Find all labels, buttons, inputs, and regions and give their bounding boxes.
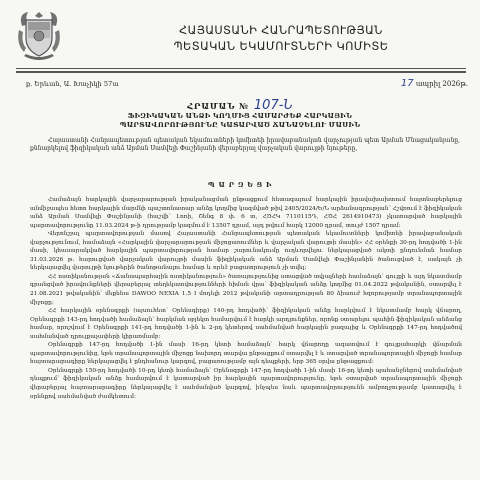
agency-name-heading: ՊԵՏԱԿԱՆ ԵԿԱՄՈՒՏՆԵՐԻ ԿՈՄԻՏԵ: [173, 40, 389, 53]
decision-heading: Պ Ա Ր Զ Ե Ց Ի: [207, 181, 273, 189]
handwritten-order-number: 107-Ն: [253, 98, 293, 113]
order-subject-line-2: ՊԱՐՏԱՎՈՐՈՒԹՅՈՒՆԸ ԿԱՏԱՐՎԱԾ ՃԱՆԱՉԵԼՈՒ ՄԱՍԻՆ: [119, 121, 361, 129]
body-paragraph: Օրենսգրքի 150-րդ հոդվածի 10-րդ կետի համաձայն՝ Օրենսգրքի 147-րդ հոդվածի 1-ին մասի 16-րդ կետի պահանջներով սահմանված դեպքում՝ ֆիզիկական անձը համարվում է կատարված իր հարկային պարտավորությունը, եթե օտարված տրանսպորտային միջոցի վերաբերյալ հայտարարագիրը ներկայացվել է սահմանված կարգով, ինչպես նաև պարտավորությունն ամբողջությամբ կատարվել է օրենքով սահմանված ժամկետում:: [30, 367, 462, 400]
order-body: [30, 196, 462, 401]
preamble-paragraph: Հայաստանի Հանրապետության պետական եկամուտների կոմիտեի իրավաբանական վարչության պետ Արման Մնացականյանը, քննարկելով ֆիզիկական անձ Արման Սամվելի Փաշինյանի վերաբերյալ վարչական վարույթի նյութերը,: [30, 137, 460, 153]
body-paragraph: ՀՀ ոստիկանության «Ճանապարհային ոստիկանություն» ծառայությունից ստացված տվյալների համաձայն՝ գույքի և այդ նկատմամբ գրանցված իրավունքների վերաբերյալ տեղեկատվությունների հիման վրա՝ ֆիզիկական անձը կողմից 01.04.2022 թվականին, օտարվել է 21.08.2021 թվականին՝ մեքենա DAWOO NEXIA 1.5 I մոդելի 2012 թվականի արտադրության 80 ձիաուժ հզորությամբ տրանսպորտային միջոցը:: [30, 273, 462, 306]
body-paragraph: Օրենսգրքի 147-րդ հոդվածի 1-ին մասի 16-րդ կետի համաձայն՝ հարկ վճարողը ազատվում է գույքահարկի վճարման պարտավորությունից, եթե տրանսպորտային միջոցը նախորդ տարվա ընթացքում օտարվել է և օտարված տրանսպորտային միջոցի համար հայտարարագիրը ներկայացվել է ընդհանուր կարգով, բացառությամբ այն դեպքերի, երբ 365 օրվա ընթացքում:: [30, 342, 462, 366]
order-subject-line-1: ՖԻԶԻԿԱԿԱՆ ԱՆՁԻ ԿՈՂՄԻՑ ՀԱՄԱՐԺԵՔ ՀԱՐԿԱՅԻՆ: [127, 112, 353, 120]
order-label: ՀՐԱՄԱՆ №: [187, 101, 249, 111]
body-paragraph: Վերոնշյալ պարտավորության մասով Հայաստանի Հանրապետության պետական եկամուտների կոմիտեի իրավաբանական վարչությունում, համաձայն «Հարկային վարչարարության միջոցառումներ և վարչական վարույթի մասին» ՀՀ օրենքի 30-րդ հոդվածի 1-ին մասի, կհասարակված հարկային պարտավորության համար շարունակումը ուղևորվելու ներկայացված ակտի ընդունման համար 31.03.2026 թ. հարուցված վարչական վարույթի մասին ֆիզիկական անձ Արման Սամվելի Փաշինյանին ծանուցված է, սակայն չի ներկայացվել վարույթի նյութերին ծանոթանալու համար և որևէ բացատրություն չի տվել:: [30, 231, 462, 272]
body-paragraph: ՀՀ հարկային օրենսգրքի (այսուհետ՝ Օրենսգիրք) 140-րդ հոդվածի՝ ֆիզիկական անձը հարկվում է նկատմամբ հարկ վճարող, Օրենսգրքի 143-րդ հոդվածի համաձայն՝ հարկման օբյեկտ համարվում է հարկի արդյունքներ, որոնք օտարելու պահին ֆիզիկական անձանց համար, որոշվում է Օրենսգրքի 141-րդ հոդվածի 1-ին և 2-րդ կետերով սահմանված հարկային բազայից և Օրենսգրքի 147-րդ հոդվածով սահմանված դրույքաչափերի կիրառմամբ:: [30, 308, 462, 340]
order-date: [401, 78, 468, 89]
header-divider-thick: [16, 71, 466, 73]
order-title: [0, 94, 480, 113]
agency-country-heading: ՀԱՅԱՍՏԱՆԻ ՀԱՆՐԱՊԵՏՈՒԹՅԱՆ: [179, 24, 383, 37]
body-paragraph: Համաձայն հարկային վարչարարության իրականացման ընթացքում հետագայում հարկային իրավախախտում հայտնաբերելուց անմիջապես հետո հարկային մարմնի պաշտոնատար անձը կողմից կազմված թիվ 2405/2024/Ե/Ն արձանագրության՝ Հշվռում է ֆիզիկական անձ Արման Սամվելի Փաշինյանի (հաշվի՝ Լոռի, Շենգ 8 փ. 6 տ, ՀԾՀԿ 7110115Դ, ՀԾՀ 2614910473) չկատարված հարկային պարտավորությունը 11.03.2024 թ-ի դրությամբ կազմում է 13507 դրամ, այդ թվում հարկ 12000 դրամ, տույժ 1507 դրամ:: [30, 197, 462, 229]
coat-of-arms-emblem: [14, 8, 64, 64]
printed-month-year: ապրիլ 2026թ.: [415, 80, 468, 88]
header-divider: [16, 68, 466, 69]
handwritten-day: 17: [400, 78, 414, 89]
issuing-address: ք. Երևան, Ա. Խաչիկի 57ա: [26, 80, 119, 88]
